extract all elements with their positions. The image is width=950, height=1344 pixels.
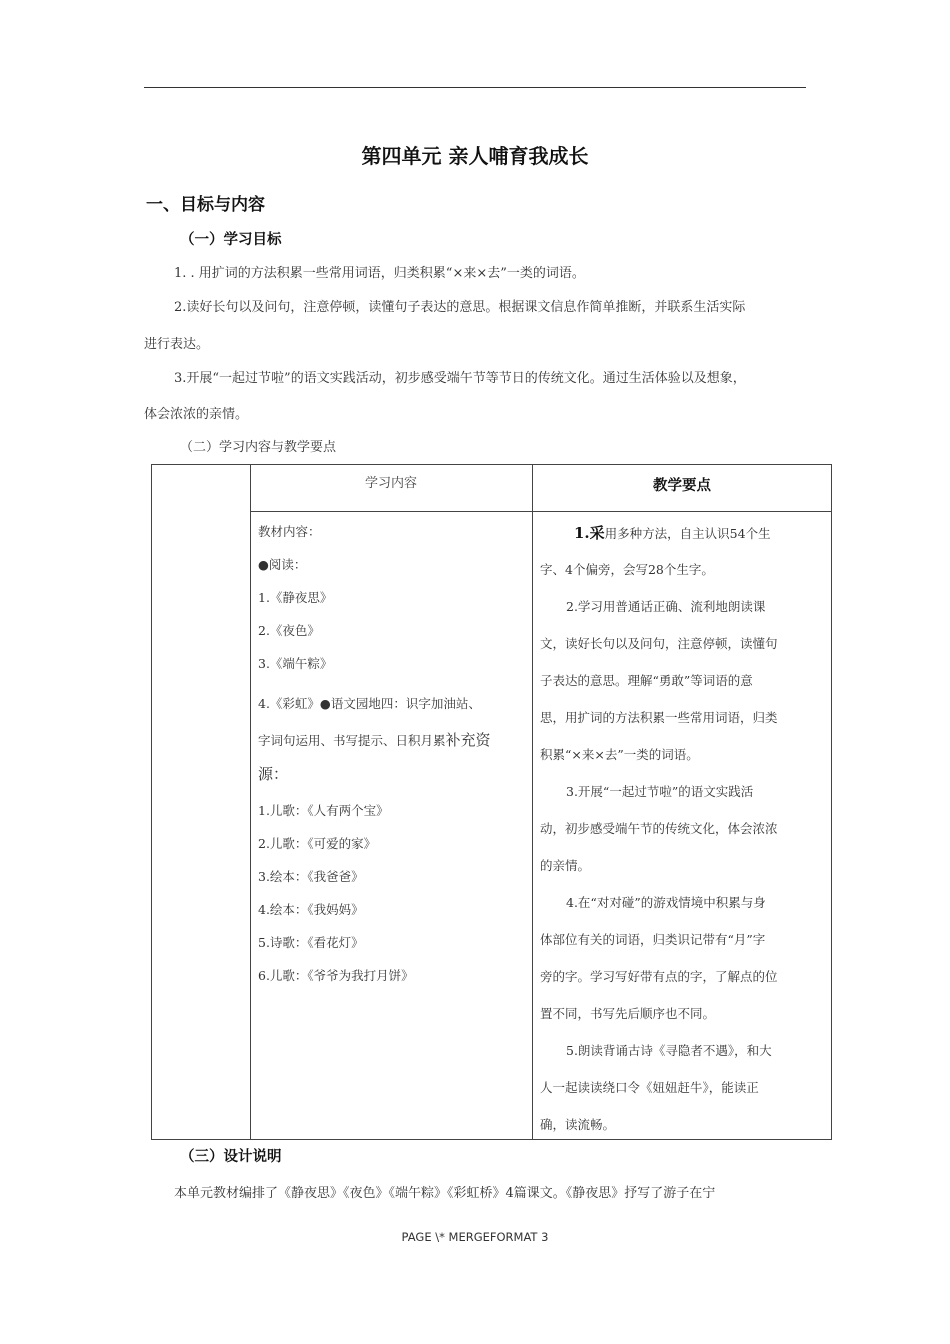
points-line: 的亲情。: [540, 858, 591, 873]
content-line: 2.儿歌：《可爱的家》: [258, 836, 377, 851]
content-line: 2.《夜色》: [258, 623, 320, 638]
points-column: [540, 520, 822, 1149]
points-line: 动，初步感受端午节的传统文化，体会浓浓: [540, 821, 778, 836]
content-line: 6.儿歌：《爷爷为我打月饼》: [258, 968, 414, 983]
points-line: 文，读好长句以及问句，注意停顿，读懂句: [540, 636, 778, 651]
goal-line-3-cont: 体会浓浓的亲情。: [144, 407, 249, 422]
content-line: 源：: [258, 765, 289, 783]
content-line-text-large: 补充资: [445, 731, 491, 749]
goal-line-1: 1. . 用扩词的方法积累一些常用词语，归类积累“×来×去”一类的词语。: [174, 266, 585, 281]
goal-line-2: 2.读好长句以及问句，注意停顿，读懂句子表达的意思。根据课文信息作简单推断，并联系生活实际: [174, 300, 746, 315]
points-line: 4.在“对对碰”的游戏情境中积累与身: [566, 895, 766, 910]
points-line: 积累“×来×去”一类的词语。: [540, 747, 699, 762]
content-line: 5.诗歌：《看花灯》: [258, 935, 364, 950]
content-line: 4.绘本：《我妈妈》: [258, 902, 364, 917]
content-line: ●阅读：: [258, 557, 307, 572]
content-line-text: 字词句运用、书写提示、日积月累: [258, 733, 446, 748]
points-line: 子表达的意思。理解“勇敢”等词语的意: [540, 673, 753, 688]
unit-title: 第四单元 亲人哺育我成长: [361, 144, 589, 168]
points-line: 3.开展“一起过节啦”的语文实践活: [566, 784, 754, 799]
subsection-heading-content: （二）学习内容与教学要点: [180, 440, 337, 455]
points-first-large: 1.采: [574, 524, 605, 542]
points-line: [540, 520, 822, 557]
content-line: 3.《端午粽》: [258, 656, 333, 671]
page-footer: PAGE \* MERGEFORMAT 3: [401, 1230, 549, 1244]
table-col-divider-2: [532, 464, 533, 1140]
points-line: 字、4个偏旁，会写28个生字。: [540, 562, 714, 577]
content-column: [258, 520, 528, 997]
points-line: 5.朗读背诵古诗《寻隐者不遇》，和大: [566, 1043, 772, 1058]
points-line: 确，读流畅。: [540, 1117, 616, 1132]
points-line: 置不同，书写先后顺序也不同。: [540, 1006, 716, 1021]
content-line: 1.《静夜思》: [258, 590, 333, 605]
goal-line-2-cont: 进行表达。: [144, 337, 210, 352]
content-line: [258, 722, 528, 759]
points-line: 思，用扩词的方法积累一些常用词语，归类: [540, 710, 778, 725]
table-header-content: 学习内容: [364, 476, 417, 491]
subsection-heading-design: （三）设计说明: [180, 1149, 282, 1165]
table-col-divider-1: [250, 464, 251, 1140]
points-line: 2.学习用普通话正确、流利地朗读课: [566, 599, 766, 614]
section-heading: 一、目标与内容: [146, 195, 265, 215]
points-line: 人一起读读绕口令《妞妞赶牛》，能读正: [540, 1080, 759, 1095]
points-line: 体部位有关的词语，归类识记带有“月”字: [540, 932, 766, 947]
subsection-heading-goals: （一）学习目标: [180, 232, 282, 248]
design-paragraph: 本单元教材编排了《静夜思》《夜色》《端午粽》《彩虹桥》4篇课文。《静夜思》抒写了游子在宁: [174, 1186, 716, 1201]
goal-line-3: 3.开展“一起过节啦”的语文实践活动，初步感受端午节等节日的传统文化。通过生活体验以及想象，: [174, 371, 746, 386]
content-line: 1.儿歌：《人有两个宝》: [258, 803, 389, 818]
header-rule: [144, 87, 806, 88]
table-header-points: 教学要点: [653, 478, 711, 494]
content-line: 3.绘本：《我爸爸》: [258, 869, 364, 884]
points-line-text: 用多种方法，自主认识54个生: [604, 526, 771, 541]
content-line: 教材内容：: [258, 524, 321, 539]
content-line: 4.《彩虹》●语文园地四：识字加油站、: [258, 696, 481, 711]
points-line: 旁的字。学习写好带有点的字，了解点的位: [540, 969, 778, 984]
